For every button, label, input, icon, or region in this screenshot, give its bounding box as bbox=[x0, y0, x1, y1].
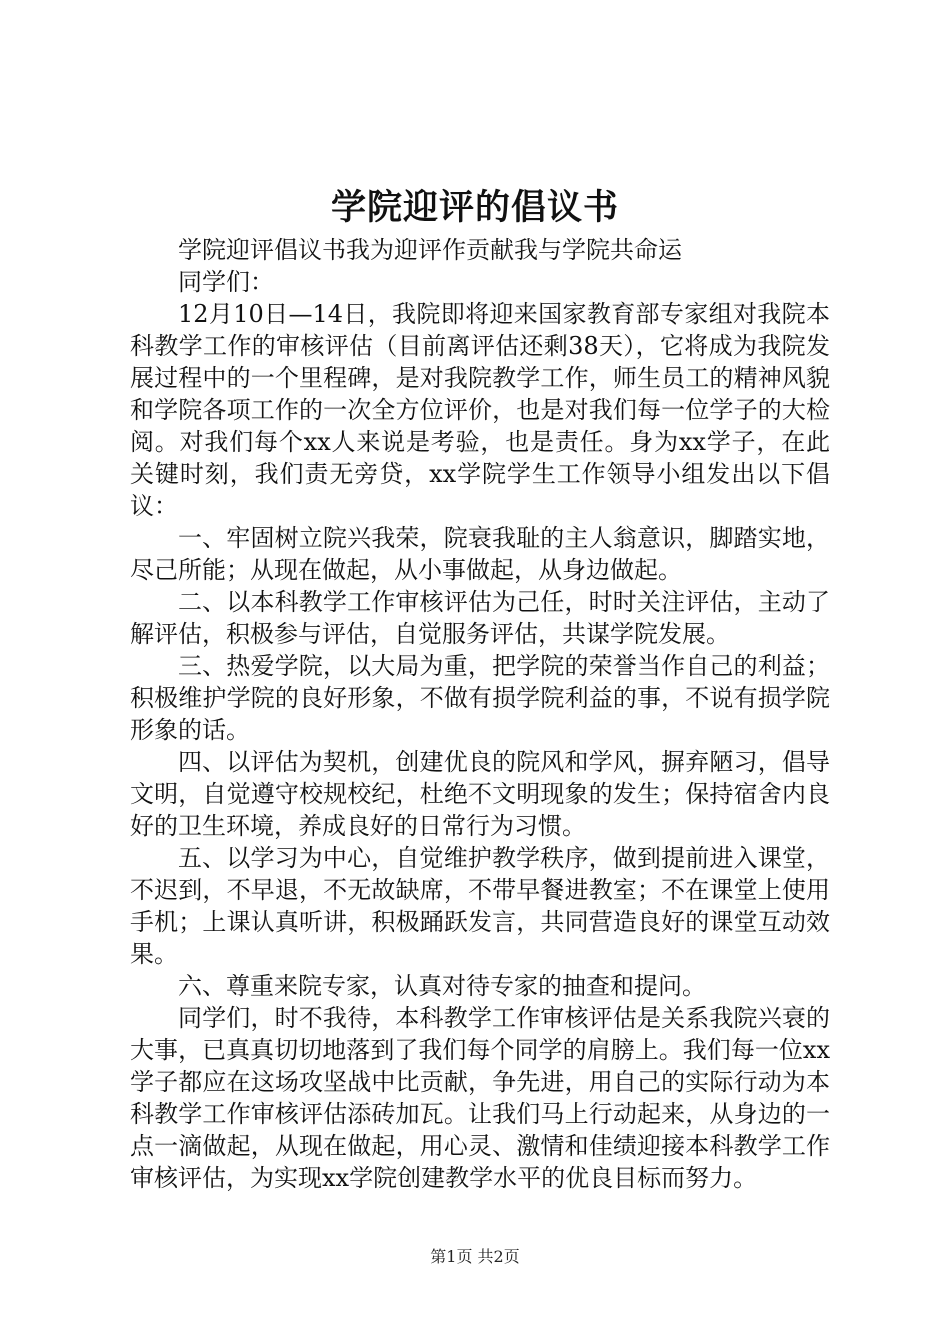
proposal-item-1: 一、牢固树立院兴我荣，院衰我耻的主人翁意识，脚踏实地，尽己所能；从现在做起，从小事做起，从身边做起。 bbox=[130, 524, 830, 584]
proposal-item-2: 二、以本科教学工作审核评估为己任，时时关注评估，主动了解评估，积极参与评估，自觉服务评估，共谋学院发展。 bbox=[130, 588, 830, 648]
document-body bbox=[130, 234, 830, 1194]
page-number-footer: 第1页 共2页 bbox=[430, 1247, 520, 1266]
document-title: 学院迎评的倡议书 bbox=[330, 187, 619, 228]
proposal-item-4: 四、以评估为契机，创建优良的院风和学风，摒弃陋习，倡导文明，自觉遵守校规校纪，杜绝不文明现象的发生；保持宿舍内良好的卫生环境，养成良好的日常行为习惯。 bbox=[130, 748, 830, 840]
salutation: 同学们： bbox=[178, 268, 274, 296]
proposal-item-3: 三、热爱学院，以大局为重，把学院的荣誉当作自己的利益；积极维护学院的良好形象，不做有损学院利益的事，不说有损学院形象的话。 bbox=[130, 652, 830, 744]
intro-paragraph: 12月10日—14日，我院即将迎来国家教育部专家组对我院本科教学工作的审核评估（目前离评估还剩38天），它将成为我院发展过程中的一个里程碑，是对我院教学工作，师生员工的精神风貌和学院各项工作的一次全方位评价，也是对我们每一位学子的大检阅。对我们每个xx人来说是考验，也是责任。身为xx学子，在此关键时刻，我们责无旁贷，xx学院学生工作领导小组发出以下倡议： bbox=[130, 300, 830, 520]
closing-paragraph: 同学们，时不我待，本科教学工作审核评估是关系我院兴衰的大事，已真真切切地落到了我们每个同学的肩膀上。我们每一位xx学子都应在这场攻坚战中比贡献，争先进，用自己的实际行动为本科教学工作审核评估添砖加瓦。让我们马上行动起来，从身边的一点一滴做起，从现在做起，用心灵、激情和佳绩迎接本科教学工作审核评估，为实现xx学院创建教学水平的优良目标而努力。 bbox=[130, 1004, 830, 1192]
proposal-item-6: 六、尊重来院专家，认真对待专家的抽查和提问。 bbox=[178, 972, 706, 1000]
proposal-item-5: 五、以学习为中心，自觉维护教学秩序，做到提前进入课堂，不迟到，不早退，不无故缺席，不带早餐进教室；不在课堂上使用手机；上课认真听讲，积极踊跃发言，共同营造良好的课堂互动效果。 bbox=[130, 844, 830, 968]
subtitle-line: 学院迎评倡议书我为迎评作贡献我与学院共命运 bbox=[178, 236, 682, 264]
